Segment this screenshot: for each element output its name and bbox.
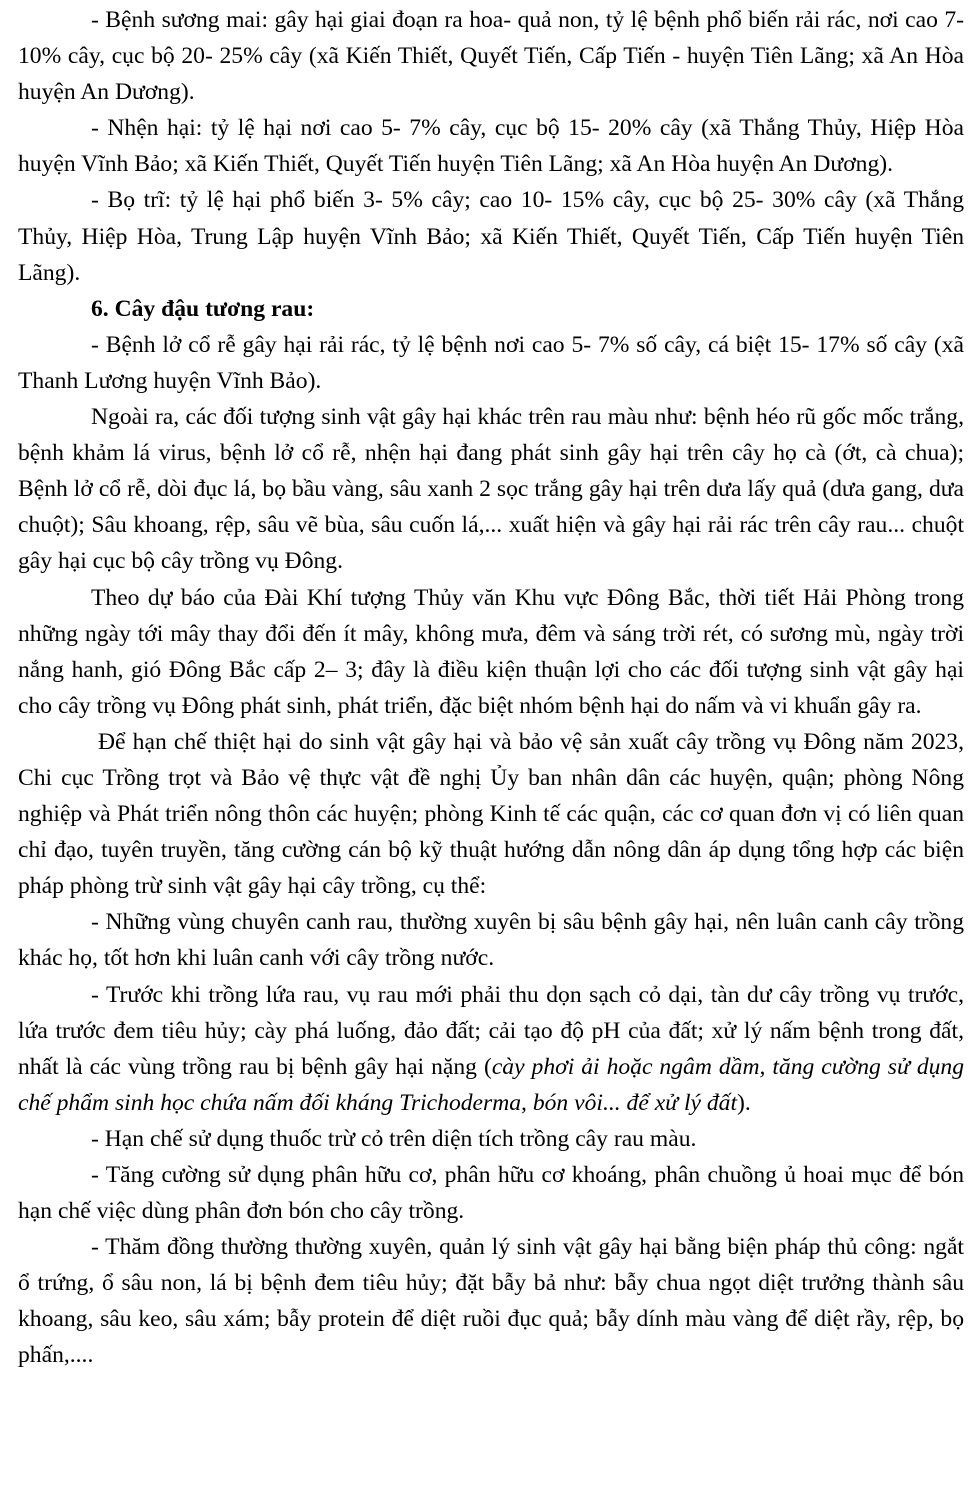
paragraph-organic-fertilizer: - Tăng cường sử dụng phân hữu cơ, phân hữu cơ khoáng, phân chuồng ủ hoai mục để bón hạn chế việc dùng phân đơn bón cho cây trồng. — [18, 1162, 964, 1225]
field-preparation-italic: cày phơi ải hoặc ngâm dầm, tăng cường sử dụng chế phẩm sinh học chứa nấm đối kháng Trichoderma, bón vôi... để xử lý đất — [18, 1053, 965, 1116]
section-heading-soybean: 6. Cây đậu tương rau: — [91, 295, 315, 322]
paragraph-spider-mites: - Nhện hại: tỷ lệ hại nơi cao 5- 7% cây, cục bộ 15- 20% cây (xã Thắng Thủy, Hiệp Hòa huyện Vĩnh Bảo; xã Kiến Thiết, Quyết Tiến huyện Tiên Lãng; xã An Hòa huyện An Dương). — [18, 115, 964, 178]
paragraph-thrips: - Bọ trĩ: tỷ lệ hại phổ biến 3- 5% cây; cao 10- 15% cây, cục bộ 25- 30% cây (xã Thắng Thủy, Hiệp Hòa, Trung Lập huyện Vĩnh Bảo; xã Kiến Thiết, Quyết Tiến, Cấp Tiến huyện Tiên Lãng). — [18, 187, 964, 286]
field-preparation-end: ). — [737, 1089, 751, 1116]
paragraph-root-rot: - Bệnh lở cổ rễ gây hại rải rác, tỷ lệ bệnh nơi cao 5- 7% số cây, cá biệt 15- 17% số cây (xã Thanh Lương huyện Vĩnh Bảo). — [18, 331, 964, 394]
paragraph-downy-mildew: - Bệnh sương mai: gây hại giai đoạn ra hoa- quả non, tỷ lệ bệnh phổ biến rải rác, nơi cao 7- 10% cây, cục bộ 20- 25% cây (xã Kiến Thiết, Quyết Tiến, Cấp Tiến - huyện Tiên Lãng; xã An Hòa huyện An Dương). — [18, 7, 964, 106]
document-page — [18, 2, 964, 1374]
paragraph-field-preparation — [18, 977, 964, 1121]
field-preparation-text: - Trước khi trồng lứa rau, vụ rau mới phải thu dọn sạch cỏ dại, tàn dư cây trồng vụ trước, lứa trước đem tiêu hủy; cày phá luống, đảo đất; cải tạo độ pH của đất; xử lý nấm bệnh trong đất, nhất là các vùng trồng rau bị bệnh gây hại nặng ( — [18, 981, 964, 1080]
paragraph-field-monitoring: - Thăm đồng thường thường xuyên, quản lý sinh vật gây hại bằng biện pháp thủ công: ngắt ổ trứng, ổ sâu non, lá bị bệnh đem tiêu hủy; đặt bẫy bả như: bẫy chua ngọt diệt trưởng thành sâu khoang, sâu keo, sâu xám; bẫy protein để diệt ruồi đục quả; bẫy dính màu vàng để diệt rầy, rệp, bọ phấn,.... — [18, 1234, 964, 1369]
paragraph-crop-rotation: - Những vùng chuyên canh rau, thường xuyên bị sâu bệnh gây hại, nên luân canh cây trồng khác họ, tốt hơn khi luân canh với cây trồng nước. — [18, 909, 964, 972]
paragraph-other-pests: Ngoài ra, các đối tượng sinh vật gây hại khác trên rau màu như: bệnh héo rũ gốc mốc trắng, bệnh khảm lá virus, bệnh lở cổ rễ, nhện hại đang phát sinh gây hại trên cây họ cà (ớt, cà chua); Bệnh lở cổ rễ, dòi đục lá, bọ bầu vàng, sâu xanh 2 sọc trắng gây hại trên dưa lấy quả (dưa gang, dưa chuột); Sâu khoang, rệp, sâu vẽ bùa, sâu cuốn lá,... xuất hiện và gây hại rải rác trên cây rau... chuột gây hại cục bộ cây trồng vụ Đông. — [18, 404, 964, 575]
paragraph-herbicide-limit: - Hạn chế sử dụng thuốc trừ cỏ trên diện tích trồng cây rau màu. — [91, 1125, 697, 1152]
paragraph-recommendation: Để hạn chế thiệt hại do sinh vật gây hại và bảo vệ sản xuất cây trồng vụ Đông năm 2023, Chi cục Trồng trọt và Bảo vệ thực vật đề nghị Ủy ban nhân dân các huyện, quận; phòng Nông nghiệp và Phát triển nông thôn các huyện; phòng Kinh tế các quận, các cơ quan đơn vị có liên quan chỉ đạo, tuyên truyền, tăng cường cán bộ kỹ thuật hướng dẫn nông dân áp dụng tổng hợp các biện pháp phòng trừ sinh vật gây hại cây trồng, cụ thể: — [18, 728, 964, 900]
paragraph-weather-forecast: Theo dự báo của Đài Khí tượng Thủy văn Khu vực Đông Bắc, thời tiết Hải Phòng trong những ngày tới mây thay đổi đến ít mây, không mưa, đêm và sáng trời rét, có sương mù, ngày trời nắng hanh, gió Đông Bắc cấp 2– 3; đây là điều kiện thuận lợi cho các đối tượng sinh vật gây hại cho cây trồng vụ Đông phát sinh, phát triển, đặc biệt nhóm bệnh hại do nấm và vi khuẩn gây ra. — [18, 584, 964, 719]
